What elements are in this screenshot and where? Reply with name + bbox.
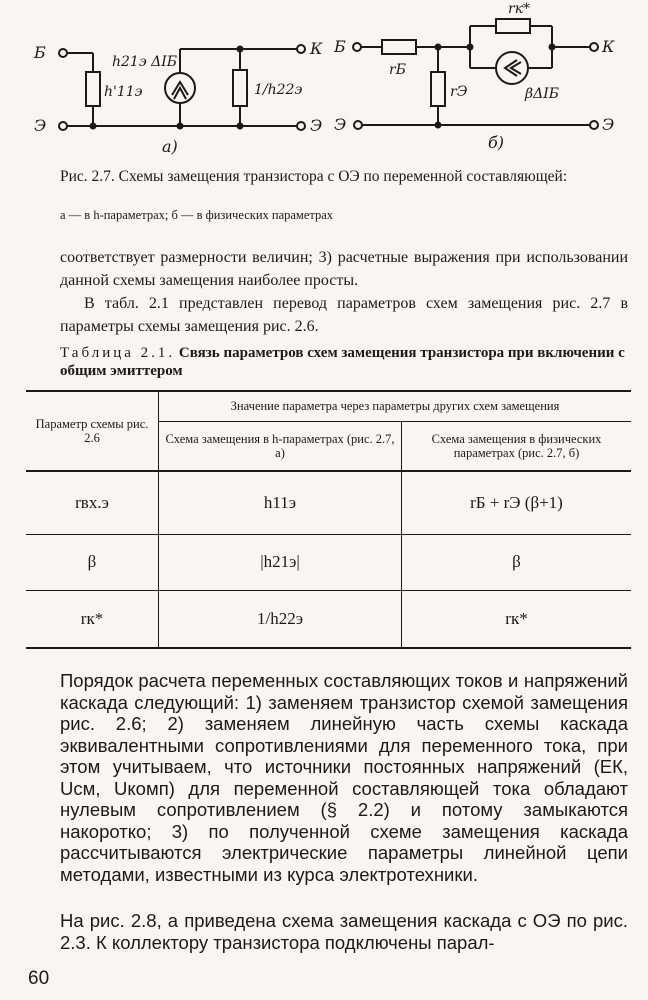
col-header-phys: Схема замещения в физических параметрах (рис. 2.7, б) — [402, 421, 632, 471]
col-header-h: Схема замещения в h-параметрах (рис. 2.7, а) — [159, 421, 402, 471]
circuit-a — [33, 39, 323, 156]
paragraph-4: На рис. 2.8, а приведена схема замещения каскада с ОЭ по рис. 2.3. К коллектору транзистора подключены парал- — [60, 910, 628, 953]
paragraph-3: Порядок расчета переменных составляющих токов и напряжений каскада следующий: 1) заменяем транзистор схемой замещения рис. 2.6; 2) заменяем линейную часть схемы каскада эквивалентными сопротивлениями для переменного тока, при этом учитываем, что источники постоянных напряжений (EК, Uсм, Uкомп) для переменной составляющей тока обладают нулевым сопротивлением (§ 2.2) и потому замыкаются накоротко; 3) по полученной схеме замещения каскада рассчитываются электрические параметры линейной цепи методами, известными из курса электротехники. — [60, 670, 628, 885]
table-caption-text: Связь параметров схем замещения транзистора при включении с общим эмиттером — [60, 345, 625, 379]
figure-subcaption: а — в h-параметрах; б — в физических параметрах — [60, 208, 334, 222]
resistor-rB — [382, 40, 416, 54]
parameter-table — [26, 390, 631, 649]
col-header-param: Параметр схемы рис. 2.6 — [26, 391, 159, 471]
circuit-figure — [0, 0, 648, 165]
label-h22: 1/h22э — [254, 82, 303, 98]
circuit-b — [333, 1, 615, 152]
cell-param: β — [26, 534, 159, 590]
label-source-b: βΔIБ — [525, 86, 560, 102]
resistor-rK — [496, 19, 530, 33]
cell-phys: β — [402, 534, 632, 590]
label-base-a: Б — [34, 43, 46, 62]
resistor-h11 — [86, 72, 100, 106]
label-b-tag: б) — [488, 133, 505, 152]
table-caption — [60, 344, 630, 380]
cell-phys: rк* — [402, 590, 632, 648]
label-emitter-a-left: Э — [34, 116, 47, 135]
label-h21: h21э ΔIБ — [112, 54, 178, 70]
terminal-emitter-a-right — [297, 122, 305, 130]
resistor-h22 — [233, 70, 247, 106]
terminal-collector-a — [297, 45, 305, 53]
terminal-base-a — [59, 49, 67, 57]
label-collector-b: К — [602, 37, 615, 56]
cell-param: rк* — [26, 590, 159, 648]
figure-caption: Рис. 2.7. Схемы замещения транзистора с ОЭ по переменной составляющей: — [60, 168, 568, 185]
label-collector-a: К — [310, 39, 323, 58]
label-emitter-b-right: Э — [602, 115, 615, 134]
col-header-group: Значение параметра через параметры других схем замещения — [159, 391, 632, 421]
table-row — [26, 590, 631, 648]
cell-h: 1/h22э — [159, 590, 402, 648]
label-rK: rк* — [508, 1, 531, 17]
page-number: 60 — [28, 968, 50, 989]
label-emitter-b-left: Э — [334, 115, 347, 134]
table-row — [26, 534, 631, 590]
cell-h: h11э — [159, 471, 402, 534]
label-rB: rБ — [389, 62, 406, 78]
label-h11: h'11э — [104, 84, 143, 100]
table-row — [26, 471, 631, 534]
label-emitter-a-right: Э — [310, 116, 323, 135]
label-rE: rЭ — [450, 84, 468, 100]
terminal-emitter-a-left — [59, 122, 67, 130]
paragraph-1: соответствует размерности величин; 3) расчетные выражения при использовании данной схемы замещения наиболее просты. — [60, 249, 628, 289]
label-base-b: Б — [334, 37, 346, 56]
cell-phys: rБ + rЭ (β+1) — [402, 471, 632, 534]
paragraph-2: В табл. 2.1 представлен перевод параметров схем замещения рис. 2.7 в параметры схемы замещения рис. 2.6. — [60, 295, 628, 335]
label-a-tag: а) — [162, 137, 178, 156]
resistor-rE — [431, 72, 445, 106]
cell-h: |h21э| — [159, 534, 402, 590]
table-caption-prefix: Таблица 2.1. — [60, 345, 176, 361]
cell-param: rвх.э — [26, 471, 159, 534]
